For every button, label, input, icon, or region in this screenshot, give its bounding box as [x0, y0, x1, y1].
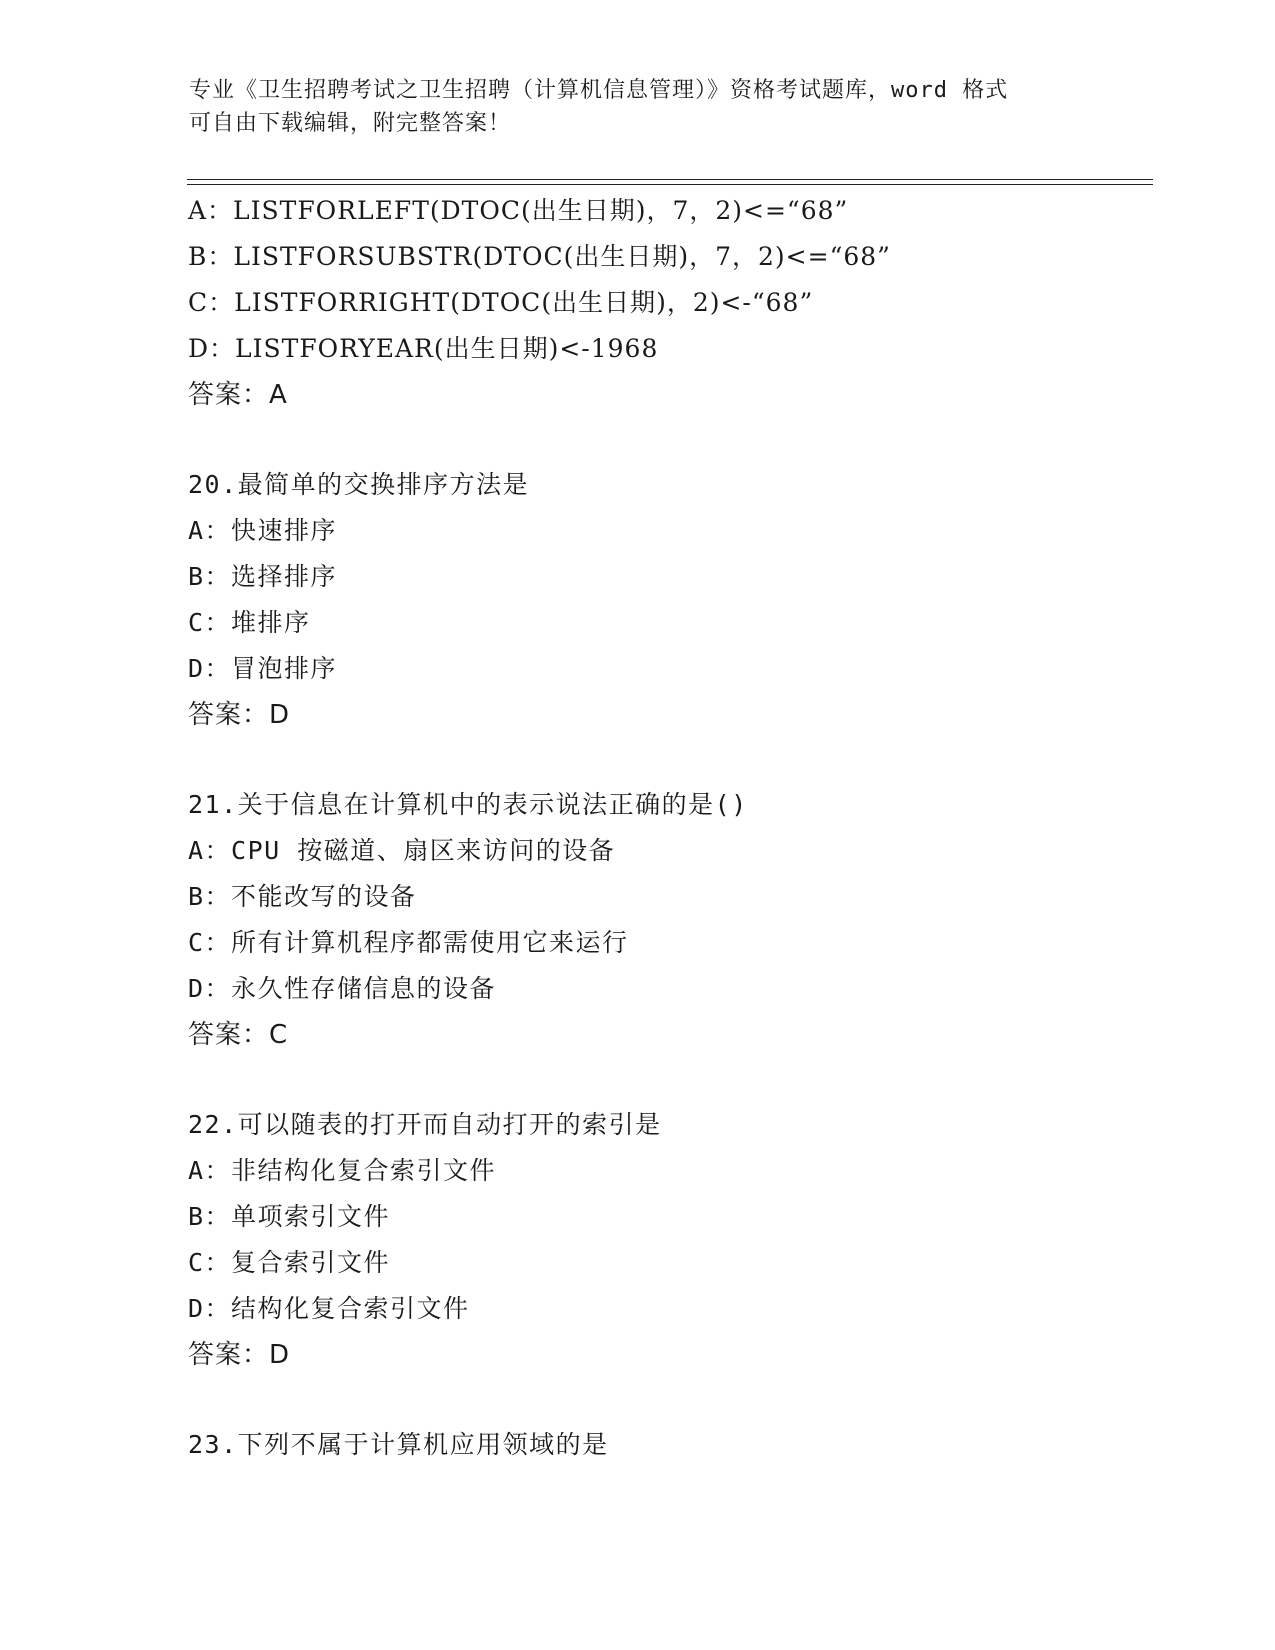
header-line-1: 专业《卫生招聘考试之卫生招聘（计算机信息管理）》资格考试题库，word 格式	[189, 78, 1009, 103]
spacer	[188, 738, 1148, 782]
option-a: A：非结构化复合索引文件	[188, 1156, 497, 1185]
question-20-block	[188, 462, 1148, 738]
option-c: C：堆排序	[188, 608, 311, 637]
question-text: 20.最简单的交换排序方法是	[188, 470, 530, 499]
option-b: B：选择排序	[188, 562, 338, 591]
question-19-block	[188, 188, 1148, 418]
question-list	[188, 188, 1148, 1468]
answer: 答案：D	[188, 1340, 291, 1370]
option-a: A：LISTFORLEFT(DTOC(出生日期)，7，2)<=“68”	[188, 196, 849, 225]
question-21-block	[188, 782, 1148, 1058]
option-b: B：LISTFORSUBSTR(DTOC(出生日期)，7，2)<=“68”	[188, 242, 891, 271]
option-d: D：永久性存储信息的设备	[188, 974, 497, 1003]
question-text: 23.下列不属于计算机应用领域的是	[188, 1430, 609, 1459]
question-text: 21.关于信息在计算机中的表示说法正确的是()	[188, 790, 748, 819]
option-b: B：不能改写的设备	[188, 882, 417, 911]
question-22-block	[188, 1102, 1148, 1378]
question-text: 22.可以随表的打开而自动打开的索引是	[188, 1110, 662, 1139]
document-header	[189, 74, 1089, 140]
spacer	[188, 1378, 1148, 1422]
answer: 答案：A	[188, 380, 288, 410]
option-c: C：所有计算机程序都需使用它来运行	[188, 928, 629, 957]
answer: 答案：D	[188, 700, 291, 730]
spacer	[188, 1058, 1148, 1102]
question-23-block	[188, 1422, 1148, 1468]
option-a: A：CPU 按磁道、扇区来访问的设备	[188, 836, 616, 865]
option-c: C：LISTFORRIGHT(DTOC(出生日期)，2)<-“68”	[188, 288, 814, 317]
spacer	[188, 418, 1148, 462]
option-c: C：复合索引文件	[188, 1248, 391, 1277]
header-line-2: 可自由下载编辑，附完整答案！	[189, 111, 512, 136]
option-a: A：快速排序	[188, 516, 338, 545]
header-divider-bottom	[187, 184, 1153, 185]
option-d: D：结构化复合索引文件	[188, 1294, 470, 1323]
answer: 答案：C	[188, 1020, 289, 1050]
option-b: B：单项索引文件	[188, 1202, 391, 1231]
header-divider-top	[187, 179, 1153, 180]
option-d: D：LISTFORYEAR(出生日期)<-1968	[188, 334, 659, 363]
option-d: D：冒泡排序	[188, 654, 338, 683]
